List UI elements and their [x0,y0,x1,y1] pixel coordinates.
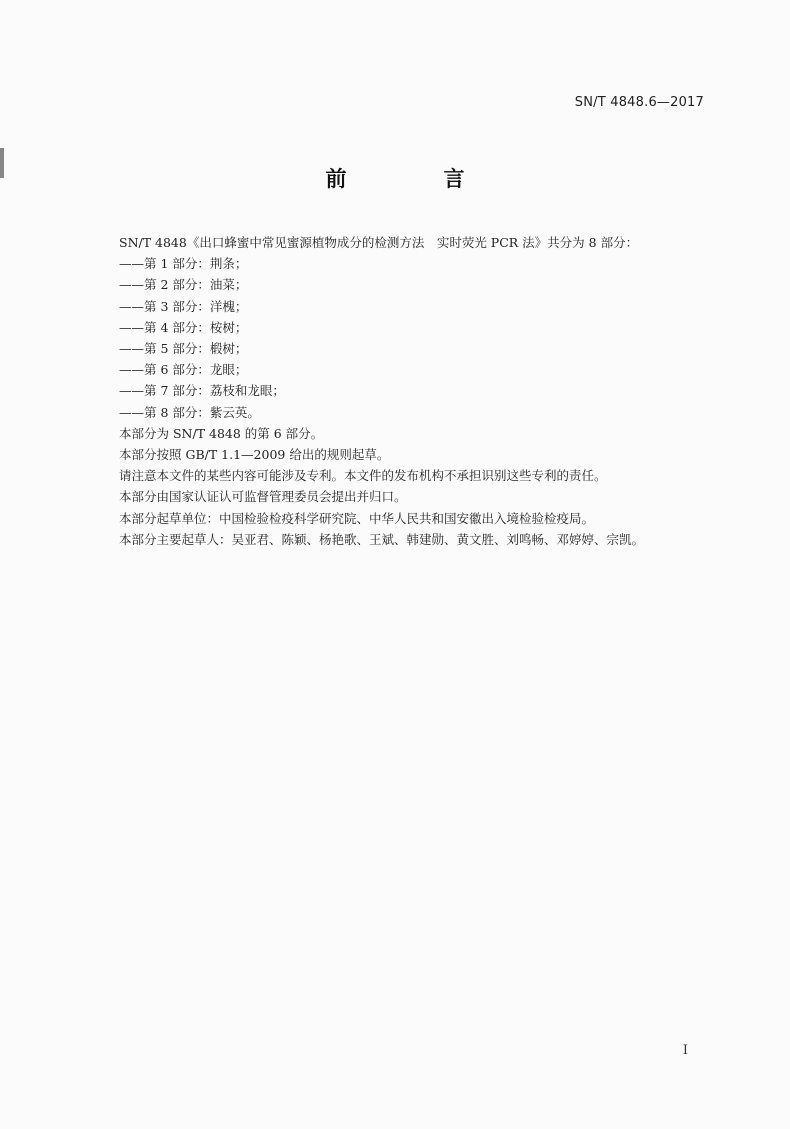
part-2-item: ——第 2 部分：油菜； [119,277,248,293]
drafting-units: 本部分起草单位：中国检验检疫科学研究院、中华人民共和国安徽出入境检验检疫局。 [119,510,595,526]
part-6-item: ——第 6 部分：龙眼； [119,362,248,378]
part-4-item: ——第 4 部分：桉树； [119,319,248,335]
part-1-item: ——第 1 部分：荆条； [119,256,248,272]
drafters: 本部分主要起草人：吴亚君、陈颖、杨艳歌、王斌、韩建勋、黄文胜、刘鸣畅、邓婷婷、宗凯。 [119,531,645,547]
page-title: 前 言 [325,167,503,191]
intro-line: SN/T 4848《出口蜂蜜中常见蜜源植物成分的检测方法 实时荧光 PCR 法》共分为 8 部分： [119,235,639,250]
drafting-rules: 本部分按照 GB/T 1.1—2009 给出的规则起草。 [119,447,390,463]
part-3-item: ——第 3 部分：洋槐； [119,298,248,314]
part-7-item: ——第 7 部分：荔枝和龙眼； [119,383,285,399]
part-5-item: ——第 5 部分：椴树； [119,341,248,357]
page-number: I [682,1043,688,1058]
patent-notice: 请注意本文件的某些内容可能涉及专利。本文件的发布机构不承担识别这些专利的责任。 [119,468,607,484]
document-code: SN/T 4848.6—2017 [574,95,704,110]
part-8-item: ——第 8 部分：紫云英。 [119,404,260,420]
part-statement: 本部分为 SN/T 4848 的第 6 部分。 [119,425,324,441]
foreword-body [119,232,699,550]
proposer-statement: 本部分由国家认证认可监督管理委员会提出并归口。 [119,489,407,505]
